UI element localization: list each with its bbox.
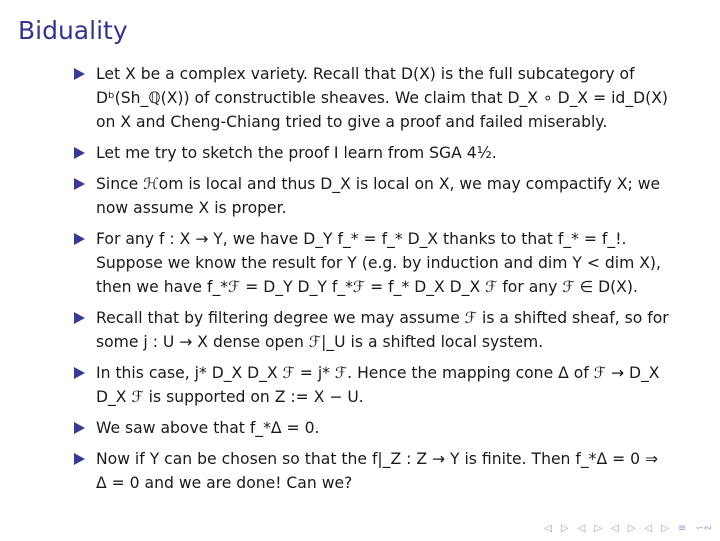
list-item [72, 141, 672, 165]
bullet-text: Let X be a complex variety. Recall that D(X) is the full subcategory of Dᵇ(Sh_ℚ(X)) of constructible sheaves. We claim that D_X ∘ D_X = id_D(X) on X and Cheng-Chiang tried to give a proof and failed miserably. [96, 65, 668, 131]
list-item [72, 306, 672, 354]
nav-search-icon[interactable]: ∽∾ [695, 523, 712, 534]
bullet-text: Now if Y can be chosen so that the f|_Z : Z → Y is finite. Then f_*Δ = 0 ⇒ Δ = 0 and we are done! Can we? [96, 450, 659, 492]
beamer-navigation [544, 523, 712, 534]
bullet-triangle-icon [74, 312, 85, 324]
list-item [72, 172, 672, 220]
list-item [72, 416, 672, 440]
bullet-triangle-icon [74, 147, 85, 159]
bullet-triangle-icon [74, 178, 85, 190]
bullet-text: Since ℋom is local and thus D_X is local on X, we may compactify X; we now assume X is proper. [96, 175, 661, 217]
list-item [72, 361, 672, 409]
bullet-triangle-icon [74, 453, 85, 465]
nav-subsection-prev-icon[interactable]: ◁ [577, 523, 586, 534]
list-item [72, 227, 672, 299]
nav-subsection-next-icon[interactable]: ▷ [594, 523, 603, 534]
bullet-text: We saw above that f_*Δ = 0. [96, 419, 320, 437]
list-item [72, 447, 672, 495]
nav-frame-next-icon[interactable]: ▷ [560, 523, 569, 534]
bullet-text: For any f : X → Y, we have D_Y f_* = f_* D_X thanks to that f_* = f_!. Suppose we know the result for Y (e.g. by induction and dim Y < dim X), then we have f_*ℱ = D_Y D_Y f_*ℱ = f_* D_X D_X ℱ for any ℱ ∈ D(X). [96, 230, 661, 296]
nav-frame-prev-icon[interactable]: ◁ [544, 523, 552, 534]
slide-title: Biduality [18, 16, 128, 45]
bullet-triangle-icon [74, 68, 85, 80]
bullet-text: Let me try to sketch the proof I learn from SGA 4½. [96, 144, 497, 162]
nav-document-prev-icon[interactable]: ◁ [644, 523, 653, 534]
list-item [72, 62, 672, 134]
nav-document-next-icon[interactable]: ▷ [661, 523, 669, 534]
bullet-text: Recall that by filtering degree we may assume ℱ is a shifted sheaf, so for some j : U → X dense open ℱ|_U is a shifted local system. [96, 309, 669, 351]
bullet-triangle-icon [74, 367, 85, 379]
nav-section-next-icon[interactable]: ▷ [627, 523, 636, 534]
bullet-triangle-icon [74, 233, 85, 245]
nav-outline-icon[interactable]: ≡ [677, 523, 687, 534]
bullet-triangle-icon [74, 422, 85, 434]
bullet-list [72, 62, 672, 502]
bullet-text: In this case, j* D_X D_X ℱ = j* ℱ. Hence the mapping cone Δ of ℱ → D_X D_X ℱ is supported on Z := X − U. [96, 364, 660, 406]
nav-section-prev-icon[interactable]: ◁ [611, 523, 619, 534]
